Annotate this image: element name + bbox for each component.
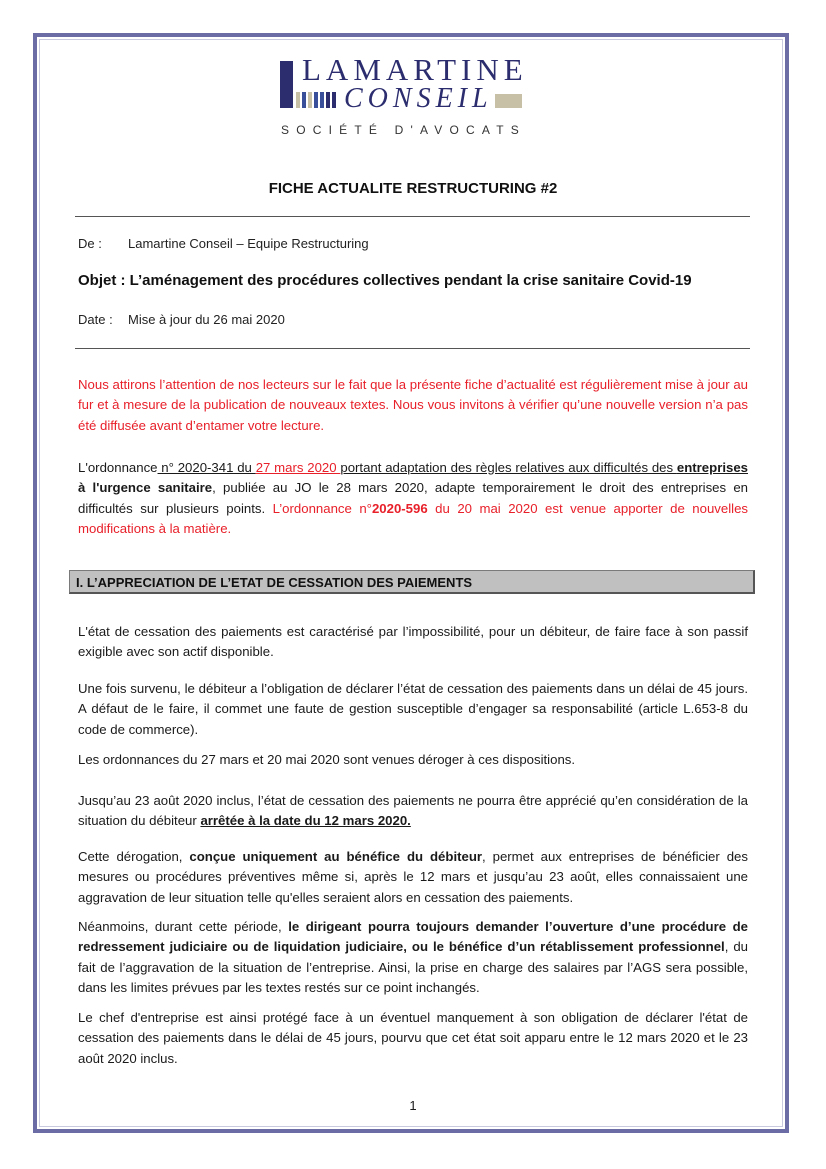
logo-tagline: SOCIÉTÉ D'AVOCATS (281, 123, 526, 137)
update-ref: 2020-596 (371, 500, 428, 516)
logo-beige-block-icon (495, 94, 522, 108)
document-title: FICHE ACTUALITE RESTRUCTURING #2 (268, 180, 558, 197)
company-logo (280, 52, 530, 140)
emphasis: arrêtée à la date du 12 mars 2020. (200, 813, 411, 829)
paragraph: Une fois survenu, le débiteur a l’obligation de déclarer l’état de cessation des paiements dans un délai de 45 jours. A défaut de le faire, il commet une faute de gestion susceptible d’engager sa responsabilité (article L.653-8 du code de commerce). (78, 681, 748, 737)
text: L'ordonnance (78, 460, 158, 475)
emphasis: conçue uniquement au bénéfice du débiteur (189, 849, 483, 864)
text: , du fait de l’aggravation de la situation de l’entreprise. Ainsi, la prise en charge des salaires par l’AGS sera possible, dans les limites prévues par les textes restés sur ce point inchangés. (78, 939, 748, 995)
text: Néanmoins, durant cette période, (78, 919, 289, 934)
emphasis: le dirigeant pourra toujours demander l’ouverture d’une procédure de redressement judiciaire ou de liquidation judiciaire, ou le bénéfice d’un rétablissement professionnel (78, 919, 748, 955)
subject-line: Objet : L’aménagement des procédures collectives pendant la crise sanitaire Covid-19 (78, 272, 692, 289)
ordonnance-ref: n° 2020-341 du (157, 460, 256, 475)
from-line (78, 236, 369, 251)
paragraph: Le chef d'entreprise est ainsi protégé face à un éventuel manquement à son obligation de déclarer l'état de cessation des paiements dans le délai de 45 jours, pourvu que cet état soit apparu entre le 12 mars 2020 et le 23 août 2020 inclus. (78, 1010, 748, 1066)
text: , publiée au JO le 28 mars 2020, adapte temporairement le droit des entreprises en difficultés sur plusieurs points. (78, 480, 748, 516)
section-heading: I. L’APPRECIATION DE L’ETAT DE CESSATION DES PAIEMENTS (69, 570, 755, 594)
divider (75, 348, 750, 349)
paragraph (78, 791, 748, 832)
logo-line2: CONSEIL (344, 83, 493, 114)
ordonnance-title: portant adaptation des règles relatives aux difficultés des (340, 460, 677, 475)
update-text: L’ordonnance n° (272, 500, 372, 516)
paragraph: Les ordonnances du 27 mars et 20 mai 2020 sont venues déroger à ces dispositions. (78, 752, 576, 767)
date-label: Date : (78, 312, 113, 327)
logo-stripes-icon (296, 92, 336, 108)
date-line (78, 312, 285, 327)
from-value: Lamartine Conseil – Equipe Restructuring (128, 236, 369, 251)
divider (75, 216, 750, 217)
paragraph (78, 847, 748, 908)
date-value: Mise à jour du 26 mai 2020 (128, 312, 285, 327)
paragraph (78, 917, 748, 998)
from-label: De : (78, 236, 102, 251)
intro-paragraph (78, 458, 748, 539)
ordonnance-title-bold: à l'urgence sanitaire (78, 480, 213, 496)
text: Cette dérogation, (78, 849, 190, 864)
logo-bar-icon (280, 61, 293, 108)
ordonnance-date: 27 mars 2020 (255, 460, 341, 475)
page-number: 1 (409, 1098, 417, 1113)
text: Jusqu’au 23 août 2020 inclus, l’état de cessation des paiements ne pourra être apprécié qu’en considération de la situation du débiteur (78, 793, 748, 829)
logo-line1: LAMARTINE (302, 52, 528, 87)
text: , permet aux entreprises de bénéficier des mesures ou procédures préventives même si, après le 12 mars et jusqu’au 23 août, elles connaissaient une aggravation de leur situation telle qu'elles seraient alors en cessation des paiements. (78, 849, 748, 905)
update-notice: Nous attirons l’attention de nos lecteurs sur le fait que la présente fiche d’actualité est régulièrement mise à jour au fur et à mesure de la publication de nouveaux textes. Nous vous invitons à vérifier qu’une nouvelle version n’a pas été diffusée avant d’entamer votre lecture. (78, 377, 748, 433)
paragraph: L'état de cessation des paiements est caractérisé par l’impossibilité, pour un débiteur, de faire face à son passif exigible avec son actif disponible. (78, 624, 748, 660)
update-text: du 20 mai 2020 est venue apporter de nouvelles modifications à la matière. (78, 500, 749, 536)
ordonnance-title-bold: entreprises (676, 460, 748, 475)
